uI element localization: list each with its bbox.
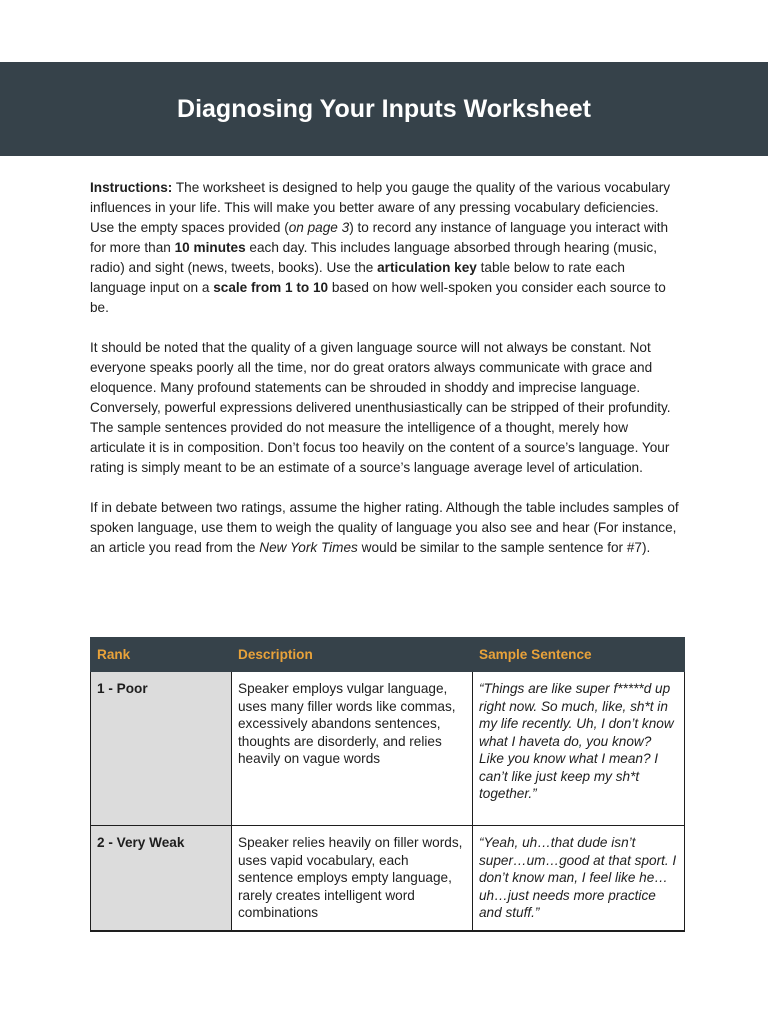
description-cell: Speaker relies heavily on filler words, uses vapid vocabulary, each sentence employs empty language, rarely creates intelligent word combinations xyxy=(232,826,473,931)
header-description: Description xyxy=(232,638,473,672)
table-header-row xyxy=(91,638,685,672)
nyt-reference: New York Times xyxy=(259,540,358,555)
description-cell: Speaker employs vulgar language, uses many filler words like commas, excessively abandons sentences, thoughts are disorderly, and relies heavily on vague words xyxy=(232,672,473,826)
instructions-text-1: The worksheet is designed to help you gauge the quality of the various vocabulary influences in your life. This will make you better aware of any pressing vocabulary deficiencies. Use the empty spaces provided ( xyxy=(90,180,671,235)
page-reference: on page 3 xyxy=(288,220,350,235)
worksheet-body xyxy=(90,178,682,578)
debate-paragraph xyxy=(90,498,682,558)
header-sample-sentence: Sample Sentence xyxy=(473,638,685,672)
header-rank: Rank xyxy=(91,638,232,672)
title-banner xyxy=(0,62,768,156)
instructions-text-4: table below to rate each language input on a xyxy=(90,260,625,295)
sample-cell: “Yeah, uh…that dude isn’t super…um…good at that sport. I don’t know man, I feel like he…uh…just needs more practice and stuff.” xyxy=(473,826,685,931)
table-row xyxy=(91,826,685,931)
instructions-label: Instructions: xyxy=(90,180,173,195)
articulation-key-table xyxy=(90,637,685,932)
scale-emphasis: scale from 1 to 10 xyxy=(213,280,329,295)
debate-text-1: If in debate between two ratings, assume the higher rating. Although the table includes samples of spoken language, use them to weigh the quality of language you also see and hear (For instance, an article you read from the xyxy=(90,500,679,555)
quality-paragraph: It should be noted that the quality of a given language source will not always be constant. Not everyone speaks poorly all the time, nor do great orators always communicate with grace and eloquence. Many profound statements can be shrouded in shoddy and imprecise language. Conversely, powerful expressions delivered unenthusiastically can be stripped of their profundity. The sample sentences provided do not measure the intelligence of a thought, merely how articulate it is in composition. Don’t focus too heavily on the content of a source’s language. Your rating is simply meant to be an estimate of a source’s language average level of articulation. xyxy=(90,340,671,475)
articulation-key-emphasis: articulation key xyxy=(377,260,477,275)
sample-cell: “Things are like super f*****d up right now. So much, like, sh*t in my life recently. Uh, I don’t know what I haveta do, you know? Like you know what I mean? I can’t like just keep my sh*t together.” xyxy=(473,672,685,826)
page-title: Diagnosing Your Inputs Worksheet xyxy=(177,94,591,123)
table-row xyxy=(91,672,685,826)
rank-cell: 2 - Very Weak xyxy=(91,826,232,931)
minutes-emphasis: 10 minutes xyxy=(174,240,246,255)
rank-cell: 1 - Poor xyxy=(91,672,232,826)
instructions-paragraph xyxy=(90,178,682,318)
debate-text-2: would be similar to the sample sentence for #7). xyxy=(357,540,651,555)
instructions-text-3: each day. This includes language absorbed through hearing (music, radio) and sight (news, tweets, books). Use the xyxy=(90,240,657,275)
instructions-text-2: ) to record any instance of language you interact with for more than xyxy=(90,220,669,255)
instructions-text-5: based on how well-spoken you consider each source to be. xyxy=(90,280,666,315)
